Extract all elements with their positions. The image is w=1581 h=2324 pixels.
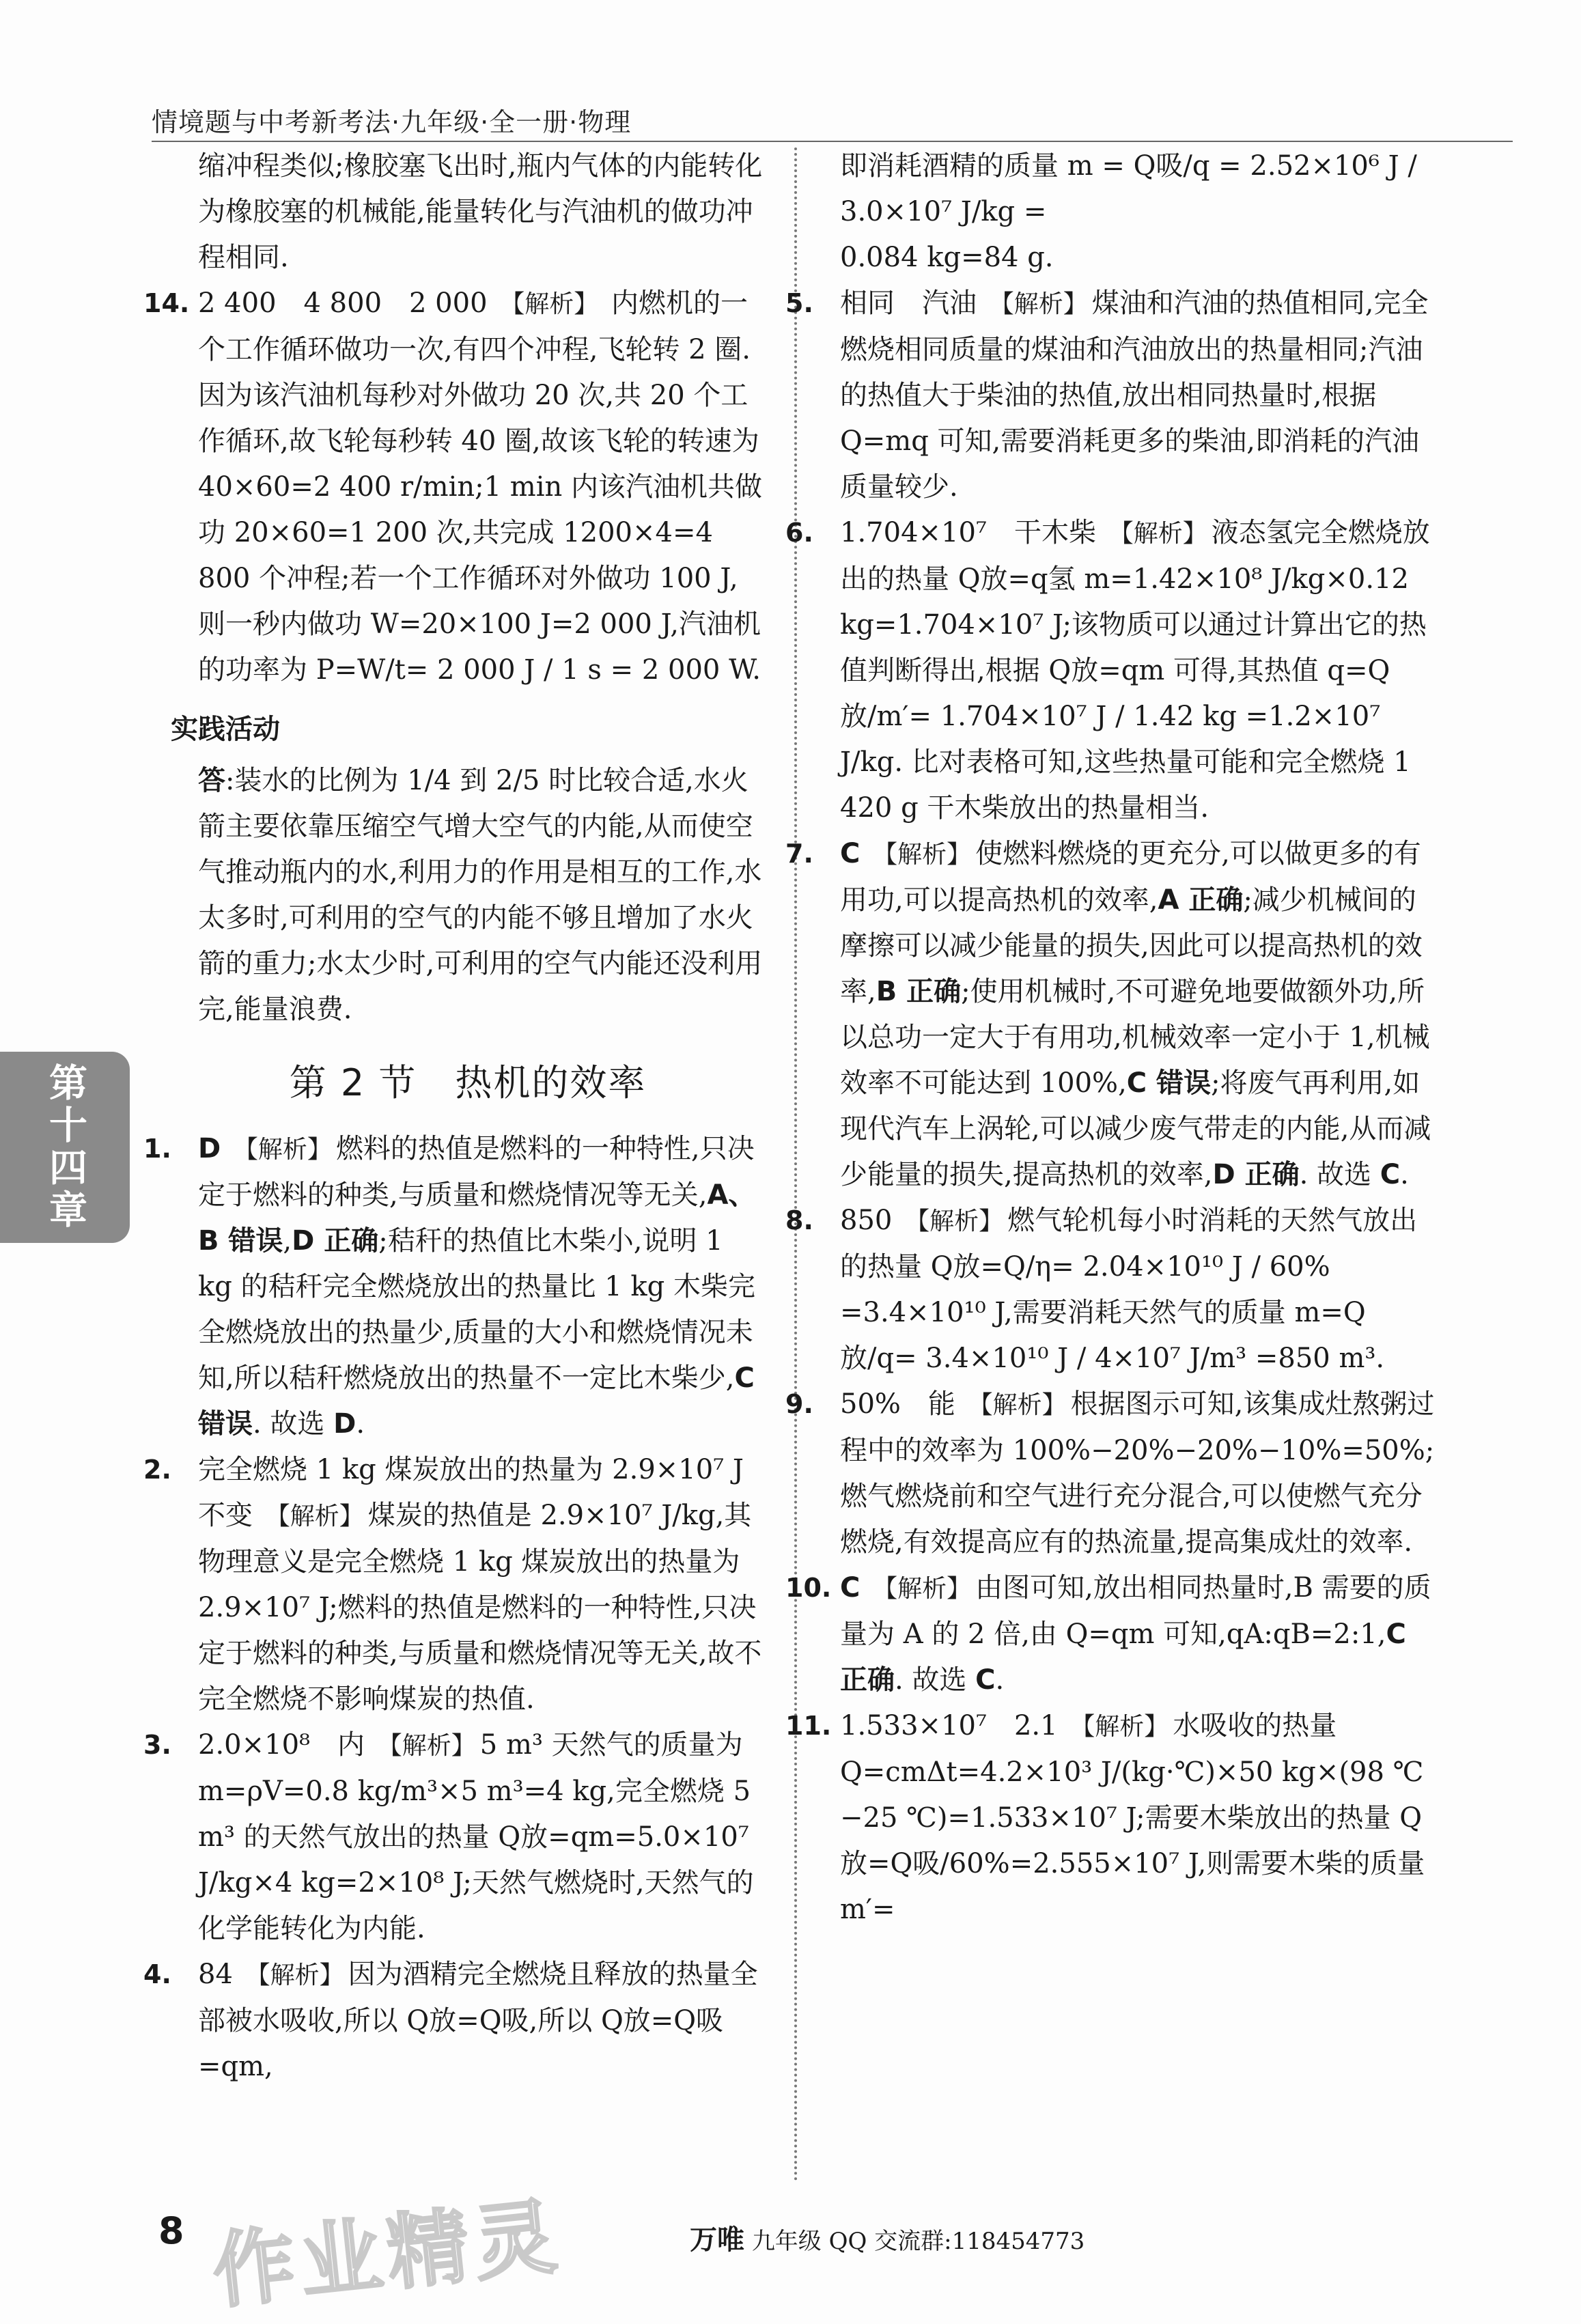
answer-value: C <box>840 1572 861 1604</box>
analysis-text: , <box>283 1225 292 1257</box>
analysis-tag: 【解析】 <box>1070 1713 1169 1741</box>
analysis-text: . <box>995 1664 1005 1696</box>
analysis-text: ;减少机械间的摩擦可以减少能量的损失,因此可以提高热机的效率, <box>840 884 1423 1007</box>
answer-number: 10. <box>785 1573 832 1603</box>
answer-value: 50% 能 <box>840 1388 955 1420</box>
answer-value: 84 <box>198 1959 233 1990</box>
analysis-tag: 【解析】 <box>1108 520 1207 548</box>
analysis-text: 根据图示可知,该集成灶熬粥过程中的效率为 100%−20%−20%−10%=50%;燃气燃烧前和空气进行充分混合,可以使燃气充分燃烧,有效提高应有的热流量,提高集成灶的效率. <box>840 1388 1435 1558</box>
analysis-text: 使燃料燃烧的更充分,可以做更多的有用功,可以提高热机的效率, <box>840 838 1421 916</box>
highlight: C 错误 <box>1126 1067 1212 1099</box>
analysis-tag: 【解析】 <box>377 1732 476 1760</box>
answer-value: 相同 汽油 <box>840 288 977 319</box>
analysis-text: 水吸收的热量 Q=cmΔt=4.2×10³ J/(kg·℃)×50 kg×(98 ℃−25 ℃)=1.533×10⁷ J;需要木柴放出的热量 Q放=Q吸/60%=2.555×10⁷ J,则需要木柴的质量 m′= <box>840 1710 1425 1925</box>
answer-number: 7. <box>785 839 813 869</box>
analysis-text: 煤油和汽油的热值相同,完全燃烧相同质量的煤油和汽油放出的热量相同;汽油的热值大于柴油的热值,放出相同热量时,根据 Q=mq 可知,需要消耗更多的柴油,即消耗的汽油质量较少. <box>840 288 1429 503</box>
answer-value: 1.704×10⁷ 干木柴 <box>840 517 1096 548</box>
analysis-text: . 故选 <box>253 1408 334 1440</box>
answer-6 <box>785 510 1441 831</box>
answer-value: 2 400 4 800 2 000 <box>198 288 488 319</box>
analysis-text: 燃气轮机每小时消耗的天然气放出的热量 Q放=Q/η= 2.04×10¹⁰ J / 60% =3.4×10¹⁰ J,需要消耗天然气的质量 m=Q放/q= 3.4×10¹⁰ J / 4×10⁷ J/m³ =850 m³. <box>840 1205 1418 1374</box>
column-divider <box>794 148 797 2183</box>
practice-text: :装水的比例为 1/4 到 2/5 时比较合适,水火箭主要依靠压缩空气增大空气的内能,从而使空气推动瓶内的水,利用力的作用是相互的工作,水太多时,可利用的空气的内能不够且增加了水火箭的重力;水太少时,可利用的空气内能还没利用完,能量浪费. <box>198 765 763 1025</box>
analysis-text: 2 000 J / 1 s = 2 000 W. <box>437 654 761 686</box>
section-title: 第 2 节 热机的效率 <box>289 1061 647 1104</box>
answer-value: 完全燃烧 1 kg 煤炭放出的热量为 2.9×10⁷ J 不变 <box>198 1454 771 1531</box>
header-rule <box>152 141 1513 142</box>
answer-2 <box>143 1447 771 1722</box>
page-number: 8 <box>158 2209 184 2252</box>
analysis-text: 由图可知,放出相同热量时,B 需要的质量为 A 的 2 倍,由 Q=qm 可知,qA:qB=2:1, <box>840 1572 1431 1650</box>
answer-1 <box>143 1126 765 1447</box>
highlight: C <box>975 1664 996 1696</box>
answer-4 <box>143 1952 765 2090</box>
answer-number: 14. <box>143 288 190 318</box>
answer-5 <box>785 281 1441 510</box>
answer-7 <box>785 831 1441 1198</box>
answer-value: D <box>198 1133 221 1164</box>
answer-value: C <box>840 838 861 869</box>
answer-number: 11. <box>785 1711 832 1741</box>
answer-14 <box>143 281 765 693</box>
highlight: C 错误 <box>198 1362 755 1440</box>
answer-number: 2. <box>143 1455 171 1485</box>
analysis-text: ;使用机械时,不可避免地要做额外功,所以总功一定大于有用功,机械效率一定小于 1,机械效率不可能达到 100%, <box>840 976 1430 1099</box>
analysis-tag: 【解析】 <box>905 1207 1004 1235</box>
continued-answer: 即消耗酒精的质量 m = Q吸/q = 2.52×10⁶ J / 3.0×10⁷ J/kg = <box>840 150 1417 227</box>
analysis-text: ;秸秆的热值比木柴小,说明 1 kg 的秸秆完全燃烧放出的热量比 1 kg 木柴完全燃烧放出的热量少,质量的大小和燃烧情况未知,所以秸秆燃烧放出的热量不一定比木柴少, <box>198 1225 755 1394</box>
answer-number: 6. <box>785 518 813 548</box>
answer-label: 答 <box>198 765 225 796</box>
answer-value: 1.533×10⁷ 2.1 <box>840 1710 1058 1741</box>
analysis-text: 5 m³ 天然气的质量为 m=ρV=0.8 kg/m³×5 m³=4 kg,完全燃烧 5 m³ 的天然气放出的热量 Q放=qm=5.0×10⁷ J/kg×4 kg=2×10⁸ J;天然气燃烧时,天然气的化学能转化为内能. <box>198 1729 754 1944</box>
answer-value: 2.0×10⁸ 内 <box>198 1729 365 1761</box>
continued-answer: 缩冲程类似;橡胶塞飞出时,瓶内气体的内能转化为橡胶塞的机械能,能量转化与汽油机的做功冲程相同. <box>198 150 763 273</box>
practice-heading: 实践活动 <box>171 714 280 745</box>
highlight: A、B 错误 <box>198 1179 756 1257</box>
analysis-tag: 【解析】 <box>873 841 972 869</box>
footer <box>690 2218 1085 2257</box>
answer-11 <box>785 1703 1441 1933</box>
answer-8 <box>785 1198 1441 1382</box>
analysis-text: . 故选 <box>895 1664 976 1696</box>
analysis-tag: 【解析】 <box>233 1136 332 1164</box>
page-header-title: 情境题与中考新考法·九年级·全一册·物理 <box>152 107 632 137</box>
right-column <box>785 143 1441 1933</box>
highlight: C <box>1380 1159 1401 1190</box>
highlight: A 正确 <box>1158 884 1244 916</box>
footer-brand: 万唯 <box>690 2224 744 2256</box>
footer-text: 九年级 QQ 交流群:118454773 <box>751 2228 1085 2255</box>
analysis-tag: 【解析】 <box>968 1391 1067 1419</box>
watermark: 作业精灵 <box>208 2189 566 2321</box>
analysis-tag: 【解析】 <box>989 290 1088 318</box>
answer-number: 8. <box>785 1205 813 1235</box>
highlight: B 正确 <box>876 976 962 1007</box>
analysis-tag: 【解析】 <box>873 1575 972 1603</box>
analysis-tag: 【解析】 <box>265 1502 364 1530</box>
analysis-text: 内燃机的一个工作循环做功一次,有四个冲程,飞轮转 2 圈.因为该汽油机每秒对外做功 20 次,共 20 个工作循环,故飞轮每秒转 40 圈,故该飞轮的转速为 40×60=2 400 r/min;1 min 内该汽油机共做功 20×60=1 200 次,共完成 1200×4=4 800 个冲程;若一个工作循环对外做功 100 J,则一秒内做功 W=20×100 J=2 000 J,汽油机的功率为 P=W/t= <box>198 288 762 686</box>
analysis-text: . 故选 <box>1299 1159 1380 1190</box>
answer-3 <box>143 1722 765 1952</box>
analysis-text: . <box>356 1408 365 1440</box>
analysis-text: 燃料的热值是燃料的一种特性,只决定于燃料的种类,与质量和燃烧情况等无关, <box>198 1133 755 1211</box>
answer-number: 4. <box>143 1959 171 1989</box>
answer-number: 3. <box>143 1730 171 1760</box>
answer-10 <box>785 1565 1441 1703</box>
left-column <box>143 143 771 2090</box>
analysis-tag: 【解析】 <box>245 1961 344 1989</box>
analysis-tag: 【解析】 <box>500 290 599 318</box>
answer-number: 5. <box>785 288 813 318</box>
analysis-text: 煤炭的热值是 2.9×10⁷ J/kg,其物理意义是完全燃烧 1 kg 煤炭放出的热量为 2.9×10⁷ J;燃料的热值是燃料的一种特性,只决定于燃料的种类,与质量和燃烧情况等无关,故不完全燃烧不影响煤炭的热值. <box>198 1500 762 1715</box>
answer-9 <box>785 1382 1441 1565</box>
answer-value: 850 <box>840 1205 893 1236</box>
highlight: D 正确 <box>1212 1159 1300 1190</box>
analysis-text: 因为酒精完全燃烧且释放的热量全部被水吸收,所以 Q放=Q吸,所以 Q放=Q吸=qm, <box>198 1959 758 2082</box>
highlight: D <box>333 1408 356 1440</box>
highlight: C 正确 <box>840 1619 1406 1696</box>
continued-answer: 0.084 kg=84 g. <box>840 242 1054 273</box>
analysis-text: . <box>1400 1159 1409 1190</box>
answer-number: 9. <box>785 1389 813 1419</box>
highlight: D 正确 <box>292 1225 379 1257</box>
answer-number: 1. <box>143 1134 171 1164</box>
chapter-side-tab: 第十四章 <box>0 1052 130 1243</box>
analysis-text: ;将废气再利用,如现代汽车上涡轮,可以减少废气带走的内能,从而减少能量的损失,提高热机的效率, <box>840 1067 1431 1190</box>
analysis-text: 液态氢完全燃烧放出的热量 Q放=q氢 m=1.42×10⁸ J/kg×0.12 kg=1.704×10⁷ J;该物质可以通过计算出它的热值判断得出,根据 Q放=qm 可得,其热值 q=Q放/m′= 1.704×10⁷ J / 1.42 kg =1.2×10⁷ J/kg. 比对表格可知,这些热量可能和完全燃烧 1 420 g 干木柴放出的热量相当. <box>840 517 1430 824</box>
practice-activity <box>171 707 765 1033</box>
